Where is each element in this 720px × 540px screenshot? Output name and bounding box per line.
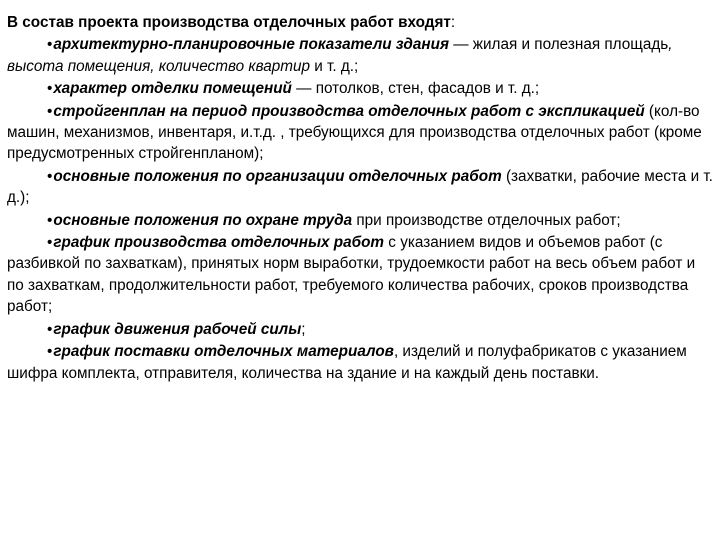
item-title: основные положения по охране труда [53, 211, 353, 229]
heading [7, 12, 713, 33]
item-text: — жилая и полезная площадь [448, 36, 669, 54]
list-item [7, 166, 713, 209]
bullet-icon: • [47, 36, 53, 54]
list-item [7, 319, 713, 340]
bullet-icon: • [47, 102, 53, 120]
bullet-icon: • [47, 320, 53, 338]
list-item [7, 232, 713, 318]
item-title: стройгенплан на период производства отделочных работ с экспликацией [53, 102, 645, 120]
item-text: , высота помещения, количество квартир [7, 36, 673, 75]
bullet-icon: • [47, 211, 53, 229]
item-title: характер отделки помещений [53, 80, 292, 98]
heading-rest-text: : [450, 14, 456, 31]
list-item [7, 210, 713, 231]
bullet-icon: • [47, 80, 53, 98]
item-text: (захватки, рабочие места и т. д.); [7, 167, 713, 207]
item-text: с указанием видов и объемов работ (с разбивкой по захваткам), принятых норм выработки, трудоемкости работ на весь объем работ и по захваткам, продолжительности работ, требуемого количества рабочих, сроков производства работ; [7, 234, 696, 316]
item-text: и т. д.; [310, 57, 359, 75]
heading-bold-text: В состав проекта производства отделочных работ входят [7, 14, 451, 31]
item-text: при производстве отделочных работ; [352, 211, 621, 229]
list-item [7, 78, 713, 99]
item-text: ; [301, 320, 306, 338]
slide-body [7, 12, 713, 385]
item-title: график производства отделочных работ [53, 234, 385, 252]
bullet-icon: • [47, 343, 53, 361]
item-title: архитектурно-планировочные показатели здания [53, 36, 449, 54]
item-text: , изделий и полуфабрикатов с указанием шифра комплекта, отправителя, количества на здание и на каждый день поставки. [7, 343, 687, 382]
item-text: — потолков, стен, фасадов и т. д.; [291, 80, 540, 98]
list-item [7, 101, 713, 165]
item-title: график движения рабочей силы [53, 320, 302, 338]
bullet-icon: • [47, 234, 53, 252]
list-item [7, 34, 713, 77]
bullet-icon: • [47, 167, 53, 185]
list-item [7, 341, 713, 384]
item-text: (кол-во машин, механизмов, инвентаря, и.т.д. , требующихся для производства отделочных работ (кроме предусмотренных стройгенпланом); [7, 102, 702, 163]
bullet-list [7, 34, 713, 384]
item-title: график поставки отделочных материалов [53, 343, 394, 361]
item-title: основные положения по организации отделочных работ [53, 167, 502, 185]
